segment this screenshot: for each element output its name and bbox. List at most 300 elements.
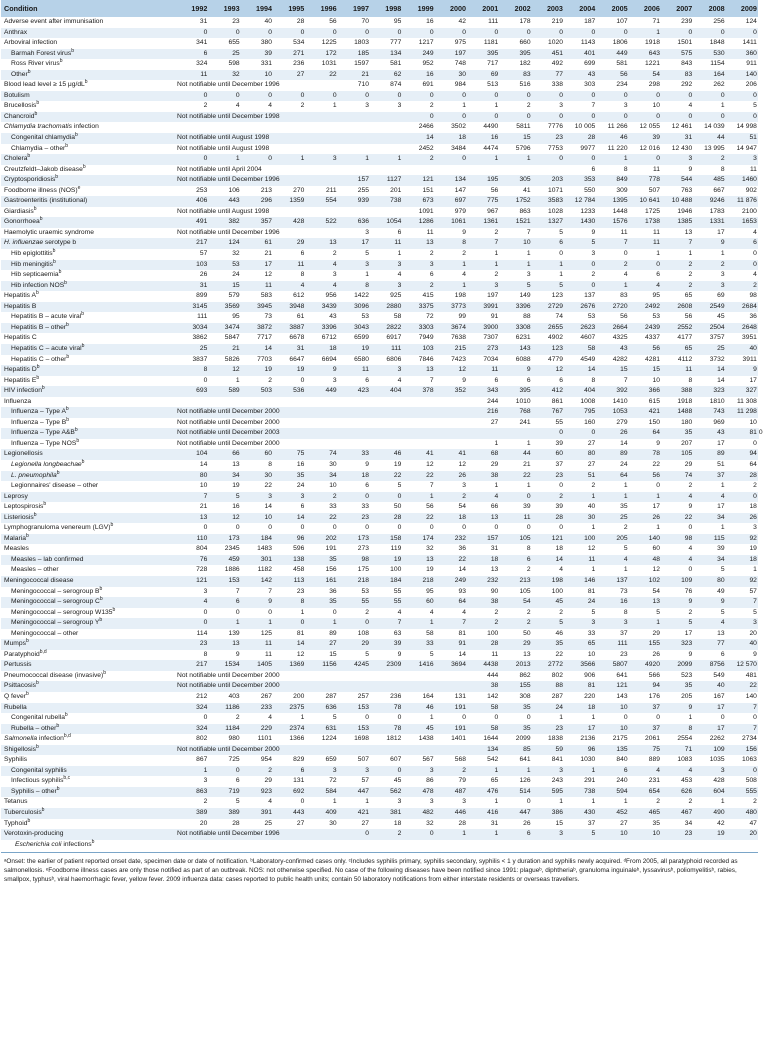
case-count-cell: 0 bbox=[559, 482, 563, 490]
case-count-cell: 487 bbox=[435, 787, 467, 798]
condition-label: Verotoxin-producing bbox=[4, 830, 64, 838]
case-count-cell: 969 bbox=[713, 418, 725, 426]
case-count-cell: 69 bbox=[467, 70, 499, 81]
case-count-cell: 636 bbox=[338, 217, 370, 228]
case-count-cell: 37 bbox=[629, 724, 661, 735]
case-count-cell: 28 bbox=[458, 819, 466, 827]
case-count-cell: 18 bbox=[564, 703, 596, 714]
footnote-marker: b bbox=[25, 532, 29, 539]
case-count-cell: 94 bbox=[629, 681, 661, 692]
case-count-cell: 66 bbox=[490, 503, 499, 511]
case-count-cell: 216 bbox=[467, 407, 499, 418]
case-count-cell: 14 bbox=[241, 344, 273, 355]
case-count-cell: 191 bbox=[325, 545, 337, 553]
case-count-cell: 1 bbox=[591, 798, 596, 806]
condition-name bbox=[1, 165, 176, 176]
case-count-cell: 7 bbox=[526, 228, 531, 236]
case-count-cell: 389 bbox=[208, 808, 240, 819]
table-row bbox=[1, 544, 758, 555]
case-count-cell: 10 bbox=[241, 70, 273, 81]
condition-label: Meningococcal – serogroup B bbox=[11, 587, 100, 595]
case-count-cell: 3 bbox=[273, 492, 305, 503]
case-count-cell: 5 bbox=[532, 618, 564, 629]
case-count-cell: 90 bbox=[490, 587, 499, 595]
case-count-cell: 1 bbox=[629, 618, 661, 629]
case-count-cell: 1 bbox=[526, 482, 531, 490]
case-count-cell bbox=[338, 397, 370, 408]
case-count-cell: 902 bbox=[745, 186, 757, 194]
case-count-cell: 0 bbox=[305, 28, 337, 39]
case-count-cell: 4 bbox=[688, 545, 693, 553]
case-count-cell: 3 bbox=[532, 829, 564, 840]
case-count-cell: 2734 bbox=[742, 735, 757, 743]
case-count-cell: 43 bbox=[693, 428, 725, 439]
case-count-cell: 10 bbox=[587, 650, 596, 658]
case-count-cell: 81 bbox=[726, 428, 758, 439]
case-count-cell: 18 bbox=[338, 471, 370, 482]
case-count-cell: 2 bbox=[661, 281, 693, 292]
case-count-cell: 0 bbox=[753, 439, 757, 447]
condition-name bbox=[1, 587, 176, 598]
case-count-cell: 29 bbox=[490, 460, 499, 468]
case-count-cell: 4 bbox=[273, 281, 305, 292]
case-count-cell: 889 bbox=[648, 756, 660, 764]
table-row bbox=[1, 17, 758, 28]
case-count-cell: 16 bbox=[232, 503, 240, 511]
case-count-cell: 1918 bbox=[645, 39, 660, 47]
case-count-cell: 954 bbox=[260, 756, 272, 764]
case-count-cell: 2 bbox=[370, 829, 402, 840]
case-count-cell: 0 bbox=[235, 524, 240, 532]
case-count-cell: 11 bbox=[370, 238, 402, 249]
case-count-cell: 191 bbox=[435, 703, 467, 714]
case-count-cell: 45 bbox=[402, 724, 434, 735]
case-count-cell: 11 220 bbox=[607, 144, 628, 152]
table-row bbox=[1, 671, 758, 682]
case-count-cell: 19 bbox=[241, 365, 273, 376]
case-count-cell: 0 bbox=[499, 492, 531, 503]
case-count-cell: 14 bbox=[264, 503, 272, 511]
case-count-cell: 41 bbox=[523, 186, 531, 194]
case-count-cell: 18 bbox=[749, 503, 757, 511]
case-count-cell: 2099 bbox=[515, 735, 531, 743]
case-count-cell: 29 bbox=[684, 460, 693, 468]
case-count-cell: 476 bbox=[467, 787, 499, 798]
case-count-cell: 1810 bbox=[709, 397, 725, 405]
case-count-cell: 27 bbox=[490, 418, 499, 426]
condition-label: Hib epiglottitis bbox=[11, 250, 53, 258]
case-count-cell: 273 bbox=[467, 344, 499, 355]
case-count-cell: 3 bbox=[402, 260, 434, 271]
case-count-cell: 10 bbox=[596, 703, 628, 714]
table-row bbox=[1, 513, 758, 524]
case-count-cell: 415 bbox=[422, 292, 434, 300]
case-count-cell: 71 bbox=[652, 18, 660, 25]
case-count-cell: 7 bbox=[176, 492, 208, 503]
case-count-cell: 38 bbox=[467, 471, 499, 482]
case-count-cell: 1035 bbox=[709, 756, 725, 764]
case-count-cell: 0 bbox=[435, 28, 467, 39]
case-count-cell: 26 bbox=[435, 471, 467, 482]
case-count-cell: 64 bbox=[629, 428, 661, 439]
case-count-cell: 1 bbox=[338, 154, 370, 165]
case-count-cell: 3484 bbox=[451, 144, 466, 152]
case-count-cell: 423 bbox=[338, 386, 370, 397]
case-count-cell: 6 bbox=[726, 238, 758, 249]
case-count-cell: 1385 bbox=[661, 217, 693, 228]
case-count-cell: 253 bbox=[196, 186, 208, 194]
case-count-cell: 156 bbox=[325, 566, 337, 574]
case-count-cell: 659 bbox=[325, 756, 337, 764]
case-count-cell: 513 bbox=[487, 81, 499, 89]
case-count-cell: 0 bbox=[564, 428, 596, 439]
case-count-cell: 1083 bbox=[677, 756, 693, 764]
case-count-cell: 0 bbox=[499, 91, 531, 102]
case-count-cell: 35 bbox=[652, 819, 660, 827]
condition-label: Lymphogranuloma venereum (LGV) bbox=[4, 524, 111, 532]
case-count-cell: 8 bbox=[688, 376, 693, 384]
case-count-cell: 507 bbox=[357, 756, 369, 764]
case-count-cell: 57 bbox=[199, 250, 208, 258]
case-count-cell: 9 bbox=[688, 503, 693, 511]
case-count-cell: 530 bbox=[693, 49, 725, 60]
condition-label: Hib meningitis bbox=[11, 260, 53, 268]
case-count-cell: 1483 bbox=[257, 545, 272, 553]
case-count-cell: 31 bbox=[490, 545, 499, 553]
table-row bbox=[1, 555, 758, 566]
condition-name bbox=[1, 281, 176, 292]
case-count-cell: 119 bbox=[390, 545, 402, 553]
case-count-cell: 0 bbox=[203, 524, 208, 532]
case-count-cell: 83 bbox=[620, 292, 628, 300]
case-count-cell: 73 bbox=[620, 587, 628, 595]
case-count-cell: 255 bbox=[357, 186, 369, 194]
case-count-cell: 157 bbox=[467, 534, 499, 545]
case-count-cell: 220 bbox=[584, 693, 596, 700]
case-count-cell: 58 bbox=[467, 703, 499, 714]
case-count-cell: 1 bbox=[397, 250, 402, 258]
case-count-cell: 443 bbox=[273, 808, 305, 819]
case-count-cell: 9 bbox=[661, 703, 693, 714]
case-count-cell: 710 bbox=[357, 81, 369, 89]
case-count-cell: 2 bbox=[661, 260, 693, 271]
case-count-cell: 21 bbox=[338, 70, 370, 81]
case-count-cell bbox=[370, 397, 402, 408]
case-count-cell: 88 bbox=[523, 313, 531, 321]
case-count-cell: 7 bbox=[435, 618, 467, 629]
case-count-cell: 3439 bbox=[305, 302, 337, 313]
case-count-cell bbox=[273, 122, 305, 133]
case-count-cell: 124 bbox=[745, 18, 757, 25]
case-count-cell: 5847 bbox=[224, 334, 240, 342]
table-row bbox=[1, 565, 758, 576]
case-count-cell: 2 bbox=[365, 608, 369, 616]
case-count-cell: 14 bbox=[532, 555, 564, 566]
condition-label: Typhoid bbox=[4, 819, 28, 827]
case-count-cell: 9 bbox=[661, 597, 693, 608]
case-count-cell: 1438 bbox=[418, 735, 434, 743]
case-count-cell: 11 bbox=[499, 513, 531, 524]
case-count-cell: 6580 bbox=[354, 355, 369, 363]
case-count-cell: 0 bbox=[273, 28, 305, 39]
case-count-cell: 38 bbox=[467, 681, 499, 692]
case-count-cell: 401 bbox=[564, 49, 596, 60]
case-count-cell: 447 bbox=[499, 808, 531, 819]
case-count-cell: 7423 bbox=[451, 355, 466, 363]
case-count-cell: 121 bbox=[176, 576, 208, 587]
case-count-cell: 0 bbox=[720, 714, 725, 722]
case-count-cell: 30 bbox=[241, 471, 273, 482]
condition-name bbox=[1, 91, 176, 102]
condition-name bbox=[1, 650, 176, 661]
case-count-cell: 5 bbox=[591, 608, 596, 616]
case-count-cell: 4 bbox=[693, 492, 725, 503]
case-count-cell: 60 bbox=[652, 545, 660, 553]
case-count-cell: 12 784 bbox=[564, 196, 596, 207]
case-count-cell bbox=[532, 840, 564, 851]
case-count-cell: 256 bbox=[713, 18, 725, 25]
case-count-cell: 71 bbox=[661, 745, 693, 756]
case-count-cell: 1 bbox=[273, 154, 305, 165]
case-count-cell: 899 bbox=[196, 292, 208, 300]
case-count-cell: 0 bbox=[559, 524, 563, 532]
case-count-cell: 636 bbox=[305, 703, 337, 714]
case-count-cell: 236 bbox=[293, 60, 305, 68]
case-count-cell: 17 bbox=[693, 703, 725, 714]
case-count-cell: 3 bbox=[305, 154, 337, 165]
case-count-cell: 34 bbox=[305, 471, 337, 482]
case-count-cell: 2 bbox=[656, 798, 660, 806]
case-count-cell: 2 bbox=[467, 618, 499, 629]
case-count-cell: 249 bbox=[435, 576, 467, 587]
case-count-cell bbox=[208, 840, 240, 851]
case-count-cell bbox=[629, 840, 661, 851]
case-count-cell: 11 876 bbox=[726, 196, 758, 207]
case-count-cell: 6 bbox=[429, 271, 434, 279]
case-count-cell: 26 bbox=[523, 819, 531, 827]
case-count-cell: 1143 bbox=[580, 39, 596, 47]
case-count-cell: 1286 bbox=[402, 217, 434, 228]
case-count-cell: 324 bbox=[196, 60, 208, 68]
case-count-cell: 3 bbox=[693, 281, 725, 292]
case-count-cell: 1644 bbox=[483, 735, 499, 743]
case-count-cell: 6 bbox=[365, 482, 369, 490]
case-count-cell: 0 bbox=[596, 91, 628, 102]
case-count-cell: 381 bbox=[370, 808, 402, 819]
case-count-cell: 10 bbox=[241, 513, 273, 524]
case-count-cell: 218 bbox=[402, 576, 434, 587]
case-count-cell: 1534 bbox=[208, 660, 240, 671]
case-count-cell: 78 bbox=[370, 703, 402, 714]
case-count-cell: 22 bbox=[402, 471, 434, 482]
case-count-cell: 0 bbox=[397, 524, 402, 532]
case-count-cell: 8 bbox=[300, 271, 305, 279]
case-count-cell: 69 bbox=[717, 292, 725, 300]
case-count-cell: 11 bbox=[564, 555, 596, 566]
case-count-cell: 840 bbox=[616, 756, 628, 764]
case-count-cell: 123 bbox=[532, 344, 564, 355]
case-count-cell: 3732 bbox=[709, 355, 725, 363]
case-count-cell: 26 bbox=[652, 650, 660, 658]
case-count-cell: 673 bbox=[402, 196, 434, 207]
case-count-cell: 11 266 bbox=[607, 123, 628, 131]
case-count-cell: 107 bbox=[616, 18, 628, 25]
case-count-cell: 15 bbox=[499, 133, 531, 144]
condition-label: Congenital rubella bbox=[11, 714, 65, 722]
case-count-cell: 0 bbox=[300, 798, 305, 806]
case-count-cell: 10 bbox=[652, 102, 660, 110]
case-count-cell: 6 bbox=[494, 376, 499, 384]
case-count-cell: 3502 bbox=[451, 123, 466, 131]
case-count-cell: 4 bbox=[235, 102, 240, 110]
case-count-cell: 205 bbox=[681, 693, 693, 700]
case-count-cell: 1 bbox=[623, 566, 628, 574]
case-count-cell: 8 bbox=[268, 460, 272, 468]
condition-label: Listeriosis bbox=[4, 513, 34, 521]
condition-name bbox=[1, 755, 176, 766]
case-count-cell: 829 bbox=[293, 756, 305, 764]
case-count-cell: 911 bbox=[746, 60, 757, 68]
case-count-cell: 4490 bbox=[483, 123, 499, 131]
case-count-cell: 287 bbox=[551, 693, 563, 700]
footnote-marker: b bbox=[53, 258, 56, 265]
condition-name bbox=[1, 175, 176, 186]
case-count-cell: 490 bbox=[693, 808, 725, 819]
condition-label: Giardiasis bbox=[4, 207, 34, 215]
case-count-cell: 581 bbox=[616, 60, 628, 68]
case-count-cell: 7949 bbox=[418, 334, 434, 342]
case-count-cell: 11 bbox=[241, 281, 273, 292]
table-row bbox=[1, 59, 758, 70]
case-count-cell: 7 bbox=[661, 238, 693, 249]
footnote-marker: b bbox=[35, 680, 39, 687]
case-count-cell bbox=[176, 122, 208, 133]
case-count-cell: 17 bbox=[338, 238, 370, 249]
case-count-cell: 1 bbox=[629, 28, 661, 39]
condition-name bbox=[1, 449, 176, 460]
case-count-cell: 14 bbox=[620, 439, 628, 447]
condition-name bbox=[1, 196, 176, 207]
case-count-cell: 777 bbox=[390, 39, 402, 47]
case-count-cell: 0 bbox=[629, 91, 661, 102]
case-count-cell: 3900 bbox=[467, 323, 499, 334]
case-count-cell: 2452 bbox=[418, 144, 434, 152]
case-count-cell: 581 bbox=[390, 60, 402, 68]
case-count-cell: 6647 bbox=[289, 355, 305, 363]
case-count-cell: 180 bbox=[681, 418, 693, 426]
case-count-cell: 6 bbox=[300, 503, 305, 511]
case-count-cell: 54 bbox=[499, 597, 531, 608]
case-count-cell: 0 bbox=[435, 154, 467, 165]
case-count-cell: 0 bbox=[526, 714, 531, 722]
footnote-marker: b bbox=[58, 269, 62, 276]
case-count-cell: 100 bbox=[551, 587, 563, 595]
case-count-cell: 15 bbox=[555, 819, 563, 827]
case-count-cell: 2 bbox=[526, 102, 531, 110]
case-count-cell: 2099 bbox=[661, 660, 693, 671]
case-count-cell: 719 bbox=[208, 787, 240, 798]
case-count-cell: 8 bbox=[591, 376, 596, 384]
condition-label: Gastroenteritis (institutional) bbox=[4, 197, 88, 205]
case-count-cell: 23 bbox=[532, 471, 564, 482]
case-count-cell: 56 bbox=[490, 186, 499, 194]
case-count-cell: 41 bbox=[402, 449, 434, 460]
case-count-cell: 1031 bbox=[321, 60, 337, 68]
footnote-marker: b bbox=[81, 311, 85, 318]
case-count-cell: 8 bbox=[661, 724, 693, 735]
case-count-cell: 1 bbox=[559, 798, 563, 806]
footnote-marker: b bbox=[74, 427, 78, 434]
case-count-cell: 3 bbox=[753, 524, 757, 532]
case-count-cell: 203 bbox=[532, 175, 564, 186]
case-count-cell: 121 bbox=[596, 681, 628, 692]
case-count-cell: 42 bbox=[717, 819, 725, 827]
case-count-cell bbox=[402, 397, 434, 408]
case-count-cell: 451 bbox=[532, 49, 564, 60]
case-count-cell: 697 bbox=[435, 196, 467, 207]
case-count-cell: 8756 bbox=[693, 660, 725, 671]
case-count-cell: 5807 bbox=[596, 660, 628, 671]
footnote-marker: b,d bbox=[39, 648, 47, 655]
case-count-cell: 21 bbox=[199, 503, 208, 511]
case-count-cell: 3096 bbox=[338, 302, 370, 313]
case-count-cell: 2136 bbox=[580, 735, 596, 743]
case-count-cell: 27 bbox=[305, 639, 337, 650]
case-count-cell bbox=[370, 122, 402, 133]
condition-label: Tetanus bbox=[4, 798, 28, 806]
case-count-cell: 0 bbox=[176, 91, 208, 102]
case-count-cell: 5796 bbox=[515, 144, 531, 152]
table-row bbox=[1, 481, 758, 492]
case-count-cell: 7 bbox=[726, 724, 758, 735]
case-count-cell: 2 bbox=[526, 608, 531, 616]
case-count-cell: 178 bbox=[519, 18, 531, 25]
case-count-cell: 232 bbox=[467, 576, 499, 587]
case-count-cell: 1063 bbox=[742, 756, 757, 764]
case-count-cell: 6 bbox=[656, 271, 660, 279]
case-count-cell: 100 bbox=[390, 566, 402, 574]
case-count-cell: 7 bbox=[726, 703, 758, 714]
table-row bbox=[1, 270, 758, 281]
case-count-cell: 35 bbox=[499, 724, 531, 735]
table-row bbox=[1, 713, 758, 724]
condition-name bbox=[1, 745, 176, 756]
case-count-cell: 17 bbox=[717, 228, 725, 236]
case-count-cell: 240 bbox=[616, 777, 628, 785]
condition-label: Rubella – other bbox=[11, 724, 57, 732]
year-column-header: 1996 bbox=[305, 0, 337, 17]
case-count-cell: 4 bbox=[661, 766, 693, 777]
case-count-cell: 108 bbox=[357, 629, 369, 637]
case-count-cell: 1 bbox=[559, 714, 563, 722]
case-count-cell: 841 bbox=[551, 756, 563, 764]
condition-label: Hepatitis A bbox=[4, 292, 36, 300]
case-count-cell: 4 bbox=[693, 618, 725, 629]
condition-name bbox=[1, 576, 176, 587]
case-count-cell: 35 bbox=[305, 555, 337, 566]
year-column-header: 2008 bbox=[693, 0, 725, 17]
case-count-cell: 2549 bbox=[693, 302, 725, 313]
case-count-cell: 0 bbox=[273, 91, 305, 102]
case-count-cell: 9 bbox=[365, 460, 369, 468]
condition-label: Anthrax bbox=[4, 28, 28, 36]
notifiable-diseases-table bbox=[1, 0, 763, 850]
table-row bbox=[1, 207, 758, 218]
case-count-cell: 0 bbox=[532, 91, 564, 102]
case-count-cell: 6 bbox=[300, 250, 305, 258]
case-count-cell: 60 bbox=[241, 449, 273, 460]
case-count-cell: 3308 bbox=[499, 323, 531, 334]
